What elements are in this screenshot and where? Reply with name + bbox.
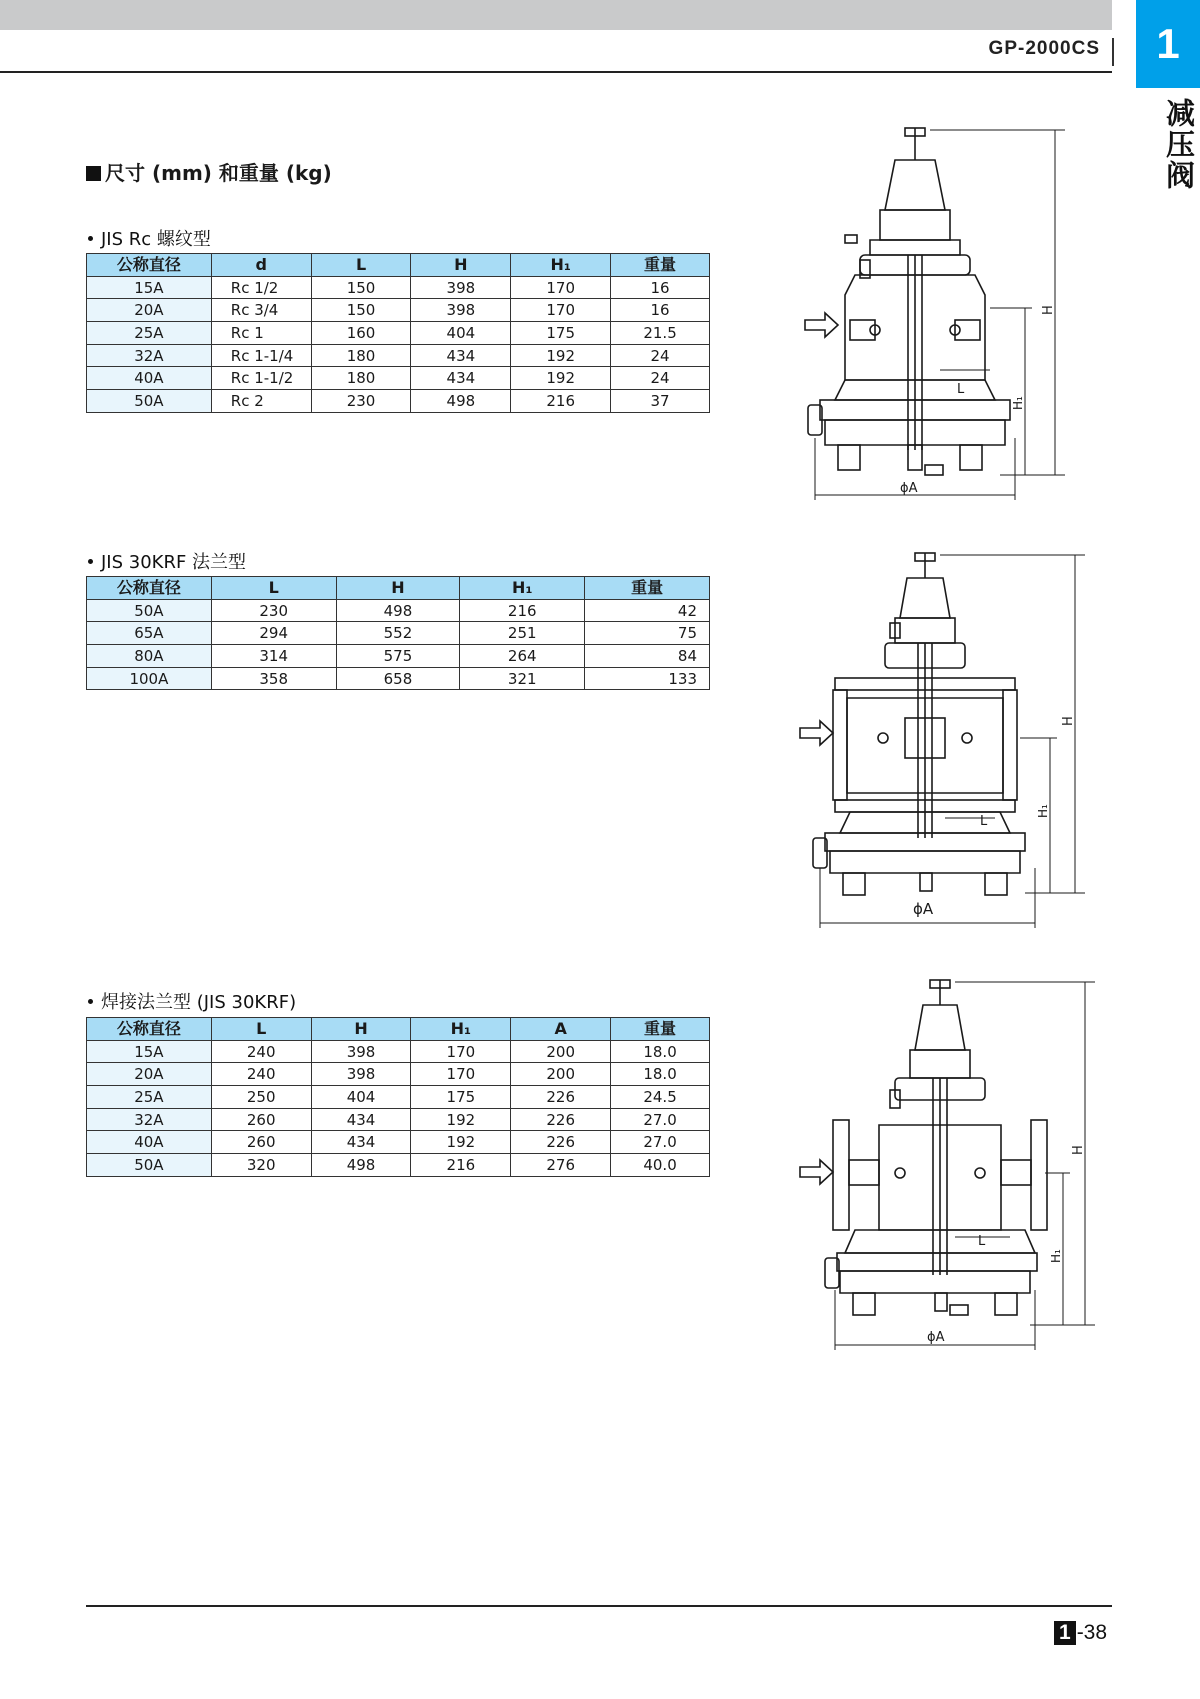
flanged-table-title [86, 548, 246, 574]
welded-spec-table [86, 1017, 710, 1177]
table-cell: 240 [211, 1063, 311, 1086]
inlet-arrow-icon [800, 1160, 833, 1184]
dimension-label-L: L [980, 814, 988, 829]
bullet-icon [88, 559, 93, 564]
column-header: 重量 [611, 254, 710, 277]
flanged-valve-drawing [795, 548, 1110, 933]
table-header-row [87, 254, 710, 277]
table-cell: 264 [460, 645, 585, 668]
table-row [87, 344, 710, 367]
chapter-side-title: 减压阀 [1162, 98, 1196, 191]
table-cell: 260 [211, 1108, 311, 1131]
table-cell: 498 [311, 1154, 411, 1177]
dimension-label-H: H [1071, 1145, 1086, 1155]
table-row [87, 1086, 710, 1109]
table-cell: 226 [511, 1108, 611, 1131]
section-title-text: 尺寸 (mm) 和重量 (kg) [105, 161, 332, 185]
table-cell: 216 [460, 599, 585, 622]
table-cell: 40A [87, 367, 212, 390]
inlet-arrow-icon [805, 313, 838, 337]
dimension-label-H1: H₁ [1036, 804, 1050, 818]
column-header: 公称直径 [87, 577, 212, 600]
column-header: A [511, 1018, 611, 1041]
table-cell: 434 [311, 1108, 411, 1131]
table-cell: 216 [411, 1154, 511, 1177]
table-cell: 40A [87, 1131, 212, 1154]
table-cell: 175 [511, 322, 611, 345]
table-cell: 32A [87, 1108, 212, 1131]
table-cell: 170 [511, 299, 611, 322]
dimension-label-L: L [957, 382, 965, 397]
table-cell: 32A [87, 344, 212, 367]
column-header: L [311, 254, 411, 277]
section-title [86, 157, 332, 186]
table-cell: 20A [87, 299, 212, 322]
table-cell: 226 [511, 1086, 611, 1109]
dimension-lines [820, 555, 1085, 928]
bullet-icon [88, 999, 93, 1004]
table-cell: 216 [511, 390, 611, 413]
table-cell: 200 [511, 1063, 611, 1086]
dimension-label-L: L [978, 1234, 986, 1249]
threaded-title-text: JIS Rc 螺纹型 [101, 229, 211, 250]
table-cell: 434 [411, 344, 511, 367]
column-header: 重量 [611, 1018, 710, 1041]
table-cell: 552 [336, 622, 460, 645]
table-cell: 180 [311, 367, 411, 390]
inlet-arrow-icon [800, 721, 833, 745]
table-cell: 80A [87, 645, 212, 668]
model-name: GP-2000CS [988, 38, 1100, 59]
welded-valve-drawing [795, 975, 1110, 1355]
column-header: L [211, 1018, 311, 1041]
table-cell: 404 [411, 322, 511, 345]
table-cell: 100A [87, 667, 212, 690]
table-cell: 65A [87, 622, 212, 645]
threaded-table-title [86, 225, 211, 251]
column-header: H [336, 577, 460, 600]
table-cell: Rc 2 [211, 390, 311, 413]
table-cell: 192 [411, 1131, 511, 1154]
table-cell: Rc 1/2 [211, 276, 311, 299]
table-cell: Rc 1-1/4 [211, 344, 311, 367]
footer-rule [86, 1605, 1112, 1607]
table-row [87, 1108, 710, 1131]
table-cell: 40.0 [611, 1154, 710, 1177]
table-cell: 170 [411, 1040, 511, 1063]
table-cell: 658 [336, 667, 460, 690]
table-cell: 240 [211, 1040, 311, 1063]
dimension-label-H1: H₁ [1049, 1249, 1063, 1263]
table-row [87, 299, 710, 322]
table-cell: 398 [311, 1040, 411, 1063]
table-cell: 200 [511, 1040, 611, 1063]
table-cell: 27.0 [611, 1108, 710, 1131]
dimension-label-H: H [1041, 305, 1056, 315]
table-row [87, 667, 710, 690]
table-cell: 230 [211, 599, 336, 622]
table-row [87, 367, 710, 390]
table-cell: 50A [87, 599, 212, 622]
column-header: 公称直径 [87, 254, 212, 277]
table-cell: 133 [585, 667, 710, 690]
flanged-spec-table [86, 576, 710, 690]
table-row [87, 622, 710, 645]
table-cell: 150 [311, 276, 411, 299]
table-cell: 15A [87, 1040, 212, 1063]
table-cell: 260 [211, 1131, 311, 1154]
table-cell: 16 [611, 299, 710, 322]
table-cell: 434 [411, 367, 511, 390]
table-header-row [87, 577, 710, 600]
welded-title-text: 焊接法兰型 (JIS 30KRF) [101, 992, 297, 1013]
table-cell: 321 [460, 667, 585, 690]
table-cell: 27.0 [611, 1131, 710, 1154]
column-header: 公称直径 [87, 1018, 212, 1041]
dimension-label-A: ϕA [913, 900, 934, 918]
table-cell: 192 [511, 367, 611, 390]
table-cell: 251 [460, 622, 585, 645]
table-cell: 24.5 [611, 1086, 710, 1109]
table-row [87, 1131, 710, 1154]
column-header: H₁ [460, 577, 585, 600]
bullet-icon [88, 236, 93, 241]
table-header-row [87, 1018, 710, 1041]
table-cell: Rc 3/4 [211, 299, 311, 322]
table-cell: 42 [585, 599, 710, 622]
table-cell: 398 [411, 299, 511, 322]
table-cell: 20A [87, 1063, 212, 1086]
table-cell: 250 [211, 1086, 311, 1109]
table-cell: 170 [511, 276, 611, 299]
table-cell: 175 [411, 1086, 511, 1109]
table-cell: 25A [87, 1086, 212, 1109]
column-header: H [411, 254, 511, 277]
dimension-label-H1: H₁ [1011, 396, 1025, 410]
table-cell: 398 [311, 1063, 411, 1086]
table-cell: 84 [585, 645, 710, 668]
table-cell: 320 [211, 1154, 311, 1177]
table-cell: 180 [311, 344, 411, 367]
dimension-label-A: ϕA [900, 481, 918, 496]
table-cell: Rc 1 [211, 322, 311, 345]
table-cell: 160 [311, 322, 411, 345]
welded-table-title [86, 988, 296, 1014]
table-row [87, 645, 710, 668]
table-cell: 18.0 [611, 1063, 710, 1086]
table-cell: 276 [511, 1154, 611, 1177]
dimension-lines [835, 982, 1095, 1350]
table-cell: 294 [211, 622, 336, 645]
column-header: H [311, 1018, 411, 1041]
valve-outline [808, 128, 1010, 475]
column-header: H₁ [411, 1018, 511, 1041]
threaded-valve-drawing [800, 120, 1100, 510]
column-header: 重量 [585, 577, 710, 600]
table-cell: 575 [336, 645, 460, 668]
table-cell: 21.5 [611, 322, 710, 345]
table-cell: 18.0 [611, 1040, 710, 1063]
valve-outline [825, 980, 1047, 1315]
header-rule [0, 71, 1112, 73]
table-cell: 24 [611, 344, 710, 367]
table-cell: 37 [611, 390, 710, 413]
table-cell: 150 [311, 299, 411, 322]
table-cell: 226 [511, 1131, 611, 1154]
table-cell: 15A [87, 276, 212, 299]
table-cell: 25A [87, 322, 212, 345]
page-suffix: -38 [1076, 1621, 1108, 1644]
page-chapter-box: 1 [1054, 1621, 1076, 1645]
header-divider [1112, 38, 1114, 66]
table-row [87, 1154, 710, 1177]
threaded-spec-table [86, 253, 710, 413]
table-cell: 358 [211, 667, 336, 690]
dimension-label-H: H [1061, 716, 1076, 726]
table-cell: 314 [211, 645, 336, 668]
table-cell: 404 [311, 1086, 411, 1109]
table-cell: 16 [611, 276, 710, 299]
table-row [87, 390, 710, 413]
table-cell: 75 [585, 622, 710, 645]
table-cell: 170 [411, 1063, 511, 1086]
table-cell: 434 [311, 1131, 411, 1154]
table-cell: 230 [311, 390, 411, 413]
table-cell: 50A [87, 1154, 212, 1177]
table-cell: 24 [611, 367, 710, 390]
table-row [87, 1040, 710, 1063]
column-header: d [211, 254, 311, 277]
square-bullet-icon [86, 166, 101, 181]
table-cell: 192 [511, 344, 611, 367]
chapter-tab[interactable]: 1 [1136, 0, 1200, 88]
table-row [87, 276, 710, 299]
table-cell: 498 [336, 599, 460, 622]
header-band [0, 0, 1112, 30]
table-row [87, 599, 710, 622]
table-row [87, 1063, 710, 1086]
table-cell: Rc 1-1/2 [211, 367, 311, 390]
table-row [87, 322, 710, 345]
table-cell: 398 [411, 276, 511, 299]
flanged-title-text: JIS 30KRF 法兰型 [101, 552, 247, 573]
table-cell: 192 [411, 1108, 511, 1131]
column-header: L [211, 577, 336, 600]
table-cell: 50A [87, 390, 212, 413]
dimension-label-A: ϕA [927, 1330, 945, 1345]
valve-outline [813, 553, 1025, 895]
page-number [1054, 1621, 1107, 1645]
column-header: H₁ [511, 254, 611, 277]
table-cell: 498 [411, 390, 511, 413]
